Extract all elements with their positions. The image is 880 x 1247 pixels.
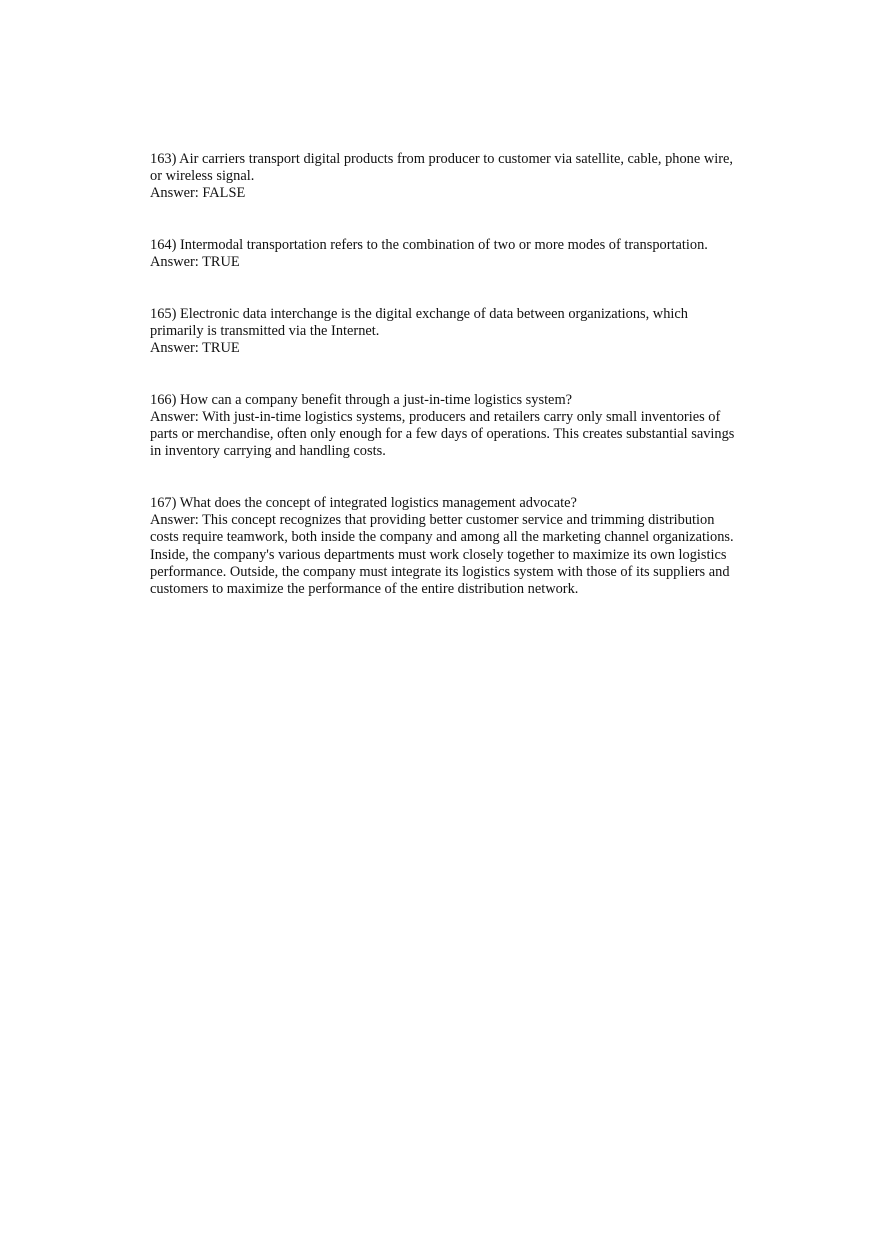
question-item-166 — [150, 392, 740, 461]
answer-text: Answer: With just-in-time logistics systems, producers and retailers carry only small inventories of parts or merchandise, often only enough for a few days of operations. This creates substantial savings in inventory carrying and handling costs. — [150, 409, 735, 460]
question-text: 167) What does the concept of integrated logistics management advocate? — [150, 495, 577, 511]
question-item-164 — [150, 237, 740, 271]
answer-text: Answer: TRUE — [150, 254, 240, 271]
answer-text: Answer: TRUE — [150, 340, 240, 357]
answer-text: Answer: FALSE — [150, 185, 246, 202]
question-item-165 — [150, 306, 740, 358]
question-text: 166) How can a company benefit through a just-in-time logistics system? — [150, 391, 573, 408]
question-list — [150, 151, 740, 633]
question-text: 163) Air carriers transport digital products from producer to customer via satellite, cable, phone wire, or wireless signal. — [150, 151, 734, 185]
question-item-163 — [150, 151, 740, 203]
answer-text: Answer: This concept recognizes that providing better customer service and trimming distribution costs require teamwork, both inside the company and among all the marketing channel organizations. Inside, the company's various departments must work closely together to maximize its own logistics performance. Outside, the company must integrate its logistics system with those of its suppliers and customers to maximize the performance of the entire distribution network. — [150, 512, 734, 598]
question-text: 165) Electronic data interchange is the digital exchange of data between organizations, which primarily is transmitted via the Internet. — [150, 305, 688, 339]
question-item-167 — [150, 495, 740, 598]
question-text: 164) Intermodal transportation refers to the combination of two or more modes of transportation. — [150, 237, 708, 253]
